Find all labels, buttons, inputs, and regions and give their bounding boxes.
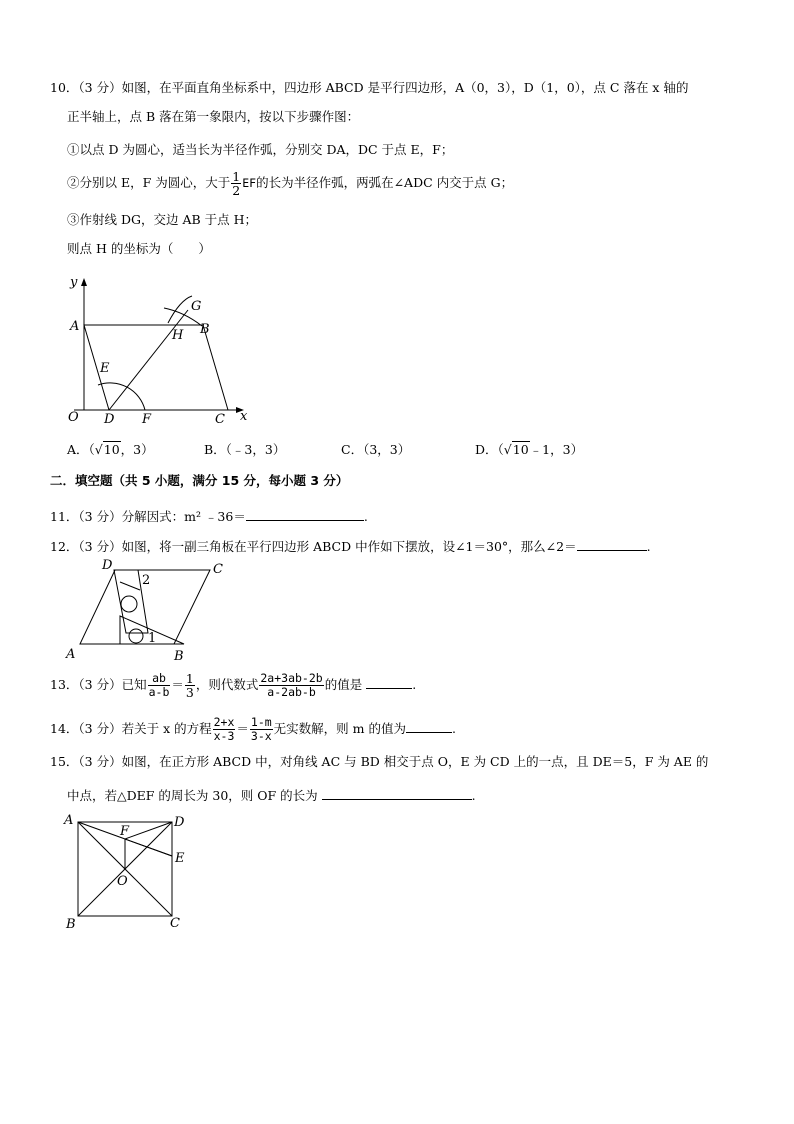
q15-figure bbox=[60, 808, 200, 932]
fraction-numerator: 1 bbox=[232, 169, 241, 184]
label-E: E bbox=[100, 361, 110, 376]
q10-step3: ③作射线 DG，交边 AB 于点 H； bbox=[67, 212, 258, 227]
option-d-post: ﹣1，3） bbox=[529, 442, 584, 457]
q10-line1 bbox=[50, 80, 688, 96]
segment-df bbox=[125, 822, 172, 839]
q10-text-line1: 如图，在平面直角坐标系中，四边形 ABCD 是平行四边形，A（0，3），D（1，0），点 C 落在 x 轴的 bbox=[121, 80, 689, 95]
q10-figure bbox=[60, 268, 260, 428]
label-O: O bbox=[68, 410, 79, 425]
q14-equals: ＝ bbox=[236, 721, 249, 736]
q14-end: . bbox=[451, 721, 456, 736]
q13-pre: 已知 bbox=[121, 677, 147, 692]
q15-line1 bbox=[50, 754, 708, 770]
q15-text-line2: 中点，若△DEF 的周长为 30，则 OF 的长为 bbox=[67, 788, 318, 803]
label-y: y bbox=[70, 275, 78, 290]
ruler-hole-lower bbox=[129, 629, 143, 643]
label-D: D bbox=[174, 815, 185, 830]
q13-post: 的值是 bbox=[324, 677, 363, 692]
label-G: G bbox=[191, 299, 202, 314]
q15-end: . bbox=[471, 788, 476, 803]
q14-fraction-2 bbox=[250, 716, 273, 743]
q15-number: 15． bbox=[50, 754, 79, 769]
y-axis-arrow bbox=[81, 278, 87, 286]
q11 bbox=[50, 508, 368, 525]
angle-2-label: 2 bbox=[142, 573, 151, 588]
option-a-radicand: 10 bbox=[103, 442, 120, 457]
q10-step2 bbox=[67, 170, 513, 197]
option-a-radical: √10 bbox=[94, 442, 120, 457]
q14-answer-blank[interactable] bbox=[406, 720, 452, 733]
q13-answer-blank[interactable] bbox=[366, 676, 412, 689]
label-B: B bbox=[174, 649, 184, 664]
q12-answer-blank[interactable] bbox=[577, 538, 647, 551]
q14-number: 14． bbox=[50, 721, 79, 736]
fraction-denominator: 3-x bbox=[250, 729, 272, 743]
label-C: C bbox=[215, 412, 225, 427]
q13-end: . bbox=[412, 677, 417, 692]
fraction-numerator: 1 bbox=[185, 671, 194, 686]
q10-ask: 则点 H 的坐标为（ ） bbox=[67, 241, 211, 256]
option-a-post: ，3） bbox=[120, 442, 154, 457]
q14-fraction-1 bbox=[213, 716, 236, 743]
section-heading: 二．填空题（共 5 小题，满分 15 分，每小题 3 分） bbox=[50, 473, 349, 488]
label-F: F bbox=[142, 412, 152, 427]
q12-text: 如图，将一副三角板在平行四边形 ABCD 中作如下摆放，设∠1＝30°，那么∠2＝ bbox=[121, 539, 577, 554]
q14-post: 无实数解，则 m 的值为 bbox=[273, 721, 406, 736]
q12 bbox=[50, 538, 651, 555]
q15-text-line1: 如图，在正方形 ABCD 中，对角线 AC 与 BD 相交于点 O，E 为 CD 上的一点，且 DE＝5，F 为 AE 的 bbox=[121, 754, 709, 769]
label-O: O bbox=[117, 874, 128, 889]
segment-fe bbox=[125, 839, 172, 856]
q13-score: （3 分） bbox=[78, 677, 122, 692]
fraction-numerator: 1-m bbox=[250, 715, 272, 729]
q10-option-a bbox=[67, 442, 154, 458]
option-a-label: A． bbox=[67, 442, 89, 457]
option-a-pre: （ bbox=[88, 442, 95, 457]
q13-equals: ＝ bbox=[171, 677, 184, 692]
q15-answer-blank[interactable] bbox=[322, 787, 472, 800]
q10-option-d bbox=[475, 442, 583, 458]
label-D: D bbox=[104, 412, 115, 427]
q10-step2-fraction bbox=[231, 170, 241, 197]
fraction-denominator: x-3 bbox=[213, 729, 235, 743]
q10-option-b: B．（﹣3，3） bbox=[204, 442, 286, 457]
label-B: B bbox=[200, 322, 210, 337]
q10-step2-post: 的长为半径作弧，两弧在∠ADC 内交于点 G； bbox=[256, 175, 514, 190]
q12-end: . bbox=[646, 539, 651, 554]
label-F: F bbox=[120, 824, 130, 839]
label-B: B bbox=[66, 917, 76, 932]
fraction-denominator: a-b bbox=[148, 685, 170, 699]
q11-answer-blank[interactable] bbox=[246, 508, 364, 521]
q13-number: 13． bbox=[50, 677, 79, 692]
option-d-pre: （ bbox=[497, 442, 504, 457]
q15-line2 bbox=[67, 787, 476, 804]
q10-step2-pre: ②分别以 E，F 为圆心，大于 bbox=[67, 175, 231, 190]
q13-fraction-1 bbox=[148, 672, 171, 699]
label-x: x bbox=[240, 409, 248, 424]
label-C: C bbox=[213, 562, 223, 577]
option-d-radicand: 10 bbox=[512, 442, 529, 457]
q11-number: 11． bbox=[50, 509, 79, 524]
fraction-numerator: 2a+3ab-2b bbox=[260, 671, 323, 685]
q13-mid: ，则代数式 bbox=[195, 677, 259, 692]
label-C: C bbox=[170, 916, 180, 931]
label-E: E bbox=[175, 851, 185, 866]
q14-pre: 若关于 x 的方程 bbox=[121, 721, 212, 736]
q11-score: （3 分） bbox=[78, 509, 122, 524]
q14-score: （3 分） bbox=[78, 721, 122, 736]
fraction-numerator: 2+x bbox=[213, 715, 235, 729]
fraction-denominator: 3 bbox=[185, 685, 194, 700]
angle-1-label: 1 bbox=[148, 631, 157, 646]
q13-fraction-2 bbox=[185, 672, 195, 699]
q13-fraction-3 bbox=[259, 672, 323, 699]
ruler-hole-upper bbox=[121, 596, 137, 612]
ruler-edge bbox=[120, 582, 140, 590]
option-d-radical: √10 bbox=[503, 442, 529, 457]
fraction-denominator: 2 bbox=[232, 183, 241, 198]
option-d-label: D． bbox=[475, 442, 498, 457]
q11-end: . bbox=[363, 509, 368, 524]
q11-text: 分解因式：m² ﹣36＝ bbox=[121, 509, 246, 524]
q15-score: （3 分） bbox=[78, 754, 122, 769]
label-D: D bbox=[102, 558, 113, 573]
q10-number: 10． bbox=[50, 80, 79, 95]
q10-line2: 正半轴上，点 B 落在第一象限内，按以下步骤作图： bbox=[67, 109, 360, 124]
q12-score: （3 分） bbox=[78, 539, 122, 554]
q13 bbox=[50, 672, 416, 699]
fraction-numerator: ab bbox=[148, 672, 171, 686]
label-A: A bbox=[64, 813, 74, 828]
label-H: H bbox=[172, 328, 184, 343]
q12-figure bbox=[60, 556, 240, 664]
q12-number: 12． bbox=[50, 539, 79, 554]
q10-score: （3 分） bbox=[78, 80, 122, 95]
q14 bbox=[50, 716, 456, 743]
label-A: A bbox=[70, 319, 80, 334]
fraction-denominator: a-2ab-b bbox=[267, 685, 316, 699]
q10-step1: ①以点 D 为圆心，适当长为半径作弧，分别交 DA，DC 于点 E，F； bbox=[67, 142, 454, 157]
q10-option-c: C．（3，3） bbox=[341, 442, 411, 457]
label-A: A bbox=[66, 647, 76, 662]
q10-step2-ef: EF bbox=[242, 176, 257, 190]
